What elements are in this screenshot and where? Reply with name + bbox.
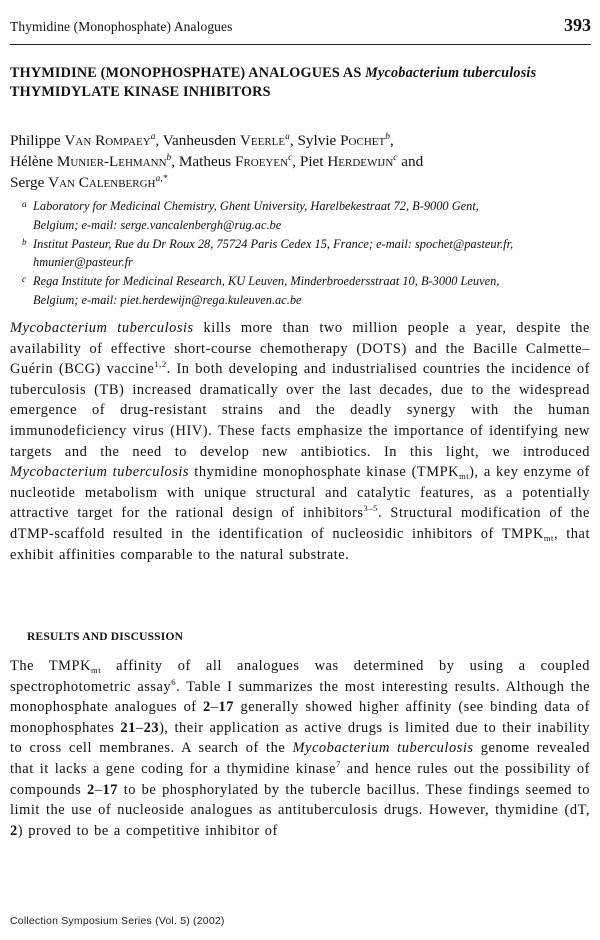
author: Vanheusden Veerle$^a$, xyxy=(162,132,298,149)
page-number: 393 xyxy=(564,15,591,35)
abstract-paragraph: Mycobacterium tuberculosis kills more than two million people a year, despite the availability of effective short-course chemotherapy (DOTS) and the Bacille Calmette–Guérin (BCG) vaccine$^{1,2}$. In both developing and industrialised countries the incidence of tuberculosis (TB) increased dramatically over the last decades, due to the widespread emergence of drug-resistant strains and the deadly synergy with the human immunodeficiency virus (HIV). These facts emphasize the importance of identifying new targets and the need to develop new antibiotics. In this light, we introduced Mycobacterium tuberculosis thymidine monophosphate kinase $(TMPK_{mt})$, a key enzyme of nucleotide metabolism with unique structural and catalytic features, as a potentially attractive target for the rational design of inhibitors$^{3-5}$. Structural modification of the dTMP-scaffold resulted in the identification of nucleosidic inhibitors of $TMPK_{mt}$, that exhibit affinities comparable to the natural substrate. xyxy=(10,320,590,563)
article-title-organism: Mycobacterium tuberculosis xyxy=(365,65,537,81)
compound-ref: 2 xyxy=(10,822,18,839)
affiliation-key: c xyxy=(22,274,26,285)
affiliation-key: a xyxy=(22,199,27,209)
citation-ref: 3–5 xyxy=(363,503,378,514)
affiliation: c Rega Institute for Medicinal Research, KU Leuven, Minderbroedersstraat 10, B-3000 Leuven, Belgium; e-mail: piet.herdewijn@rega.kuleuven.ac.be xyxy=(22,272,594,310)
page-footer: Collection Symposium Series (Vol. 5) (2002) xyxy=(10,915,225,927)
citation-ref: 6 xyxy=(171,676,177,687)
author-list xyxy=(10,130,595,193)
compound-ref: 17 xyxy=(218,699,235,716)
article-title-part1: THYMIDINE (MONOPHOSPHATE) ANALOGUES AS xyxy=(10,65,366,81)
header-rule xyxy=(10,44,591,45)
citation-ref: 1,2 xyxy=(154,359,167,370)
running-head-title: Thymidine (Monophosphate) Analogues xyxy=(10,19,233,34)
compound-ref: 17 xyxy=(102,781,118,798)
running-head xyxy=(10,14,591,40)
author: Matheus Froeyen$^c$, xyxy=(178,153,300,170)
compound-ref: 2 xyxy=(87,781,95,798)
author: Sylvie Pochet$^b$, xyxy=(297,132,394,149)
results-paragraph: The $TMPK_{mt}$ affinity of all analogues was determined by using a coupled spectrophotometric assay$^6$. Table I summarizes the most interesting results. Although the monophosphate analogues of 2–17 generally showed higher affinity (see binding data of monophosphates 21–23), their application as active drugs is limited due to their inability to cross cell membranes. A search of the Mycobacterium tuberculosis genome revealed that it lacks a gene coding for a thymidine kinase$^7$ and hence rules out the possibility of compounds 2–17 to be phosphorylated by the tubercle bacillus. These findings seemed to limit the use of nucleoside analogues as antituberculosis drugs. However, thymidine (dT, 2) proved to be a competitive inhibitor of xyxy=(10,658,591,839)
citation-ref: 7 xyxy=(335,758,341,769)
section-heading: RESULTS AND DISCUSSION xyxy=(27,631,184,643)
article-title xyxy=(10,64,590,102)
compound-ref: 21 xyxy=(120,719,136,736)
article-title-part2: THYMIDYLATE KINASE INHIBITORS xyxy=(10,84,271,100)
affiliation: b Institut Pasteur, Rue du Dr Roux 28, 75724 Paris Cedex 15, France; e-mail: spochet@pasteur.fr, hmunier@pasteur.fr xyxy=(22,235,594,273)
author: Philippe Van Rompaey$^a$, xyxy=(10,132,163,149)
affiliation-list xyxy=(22,197,594,310)
author: Hélène Munier-Lehmann$^b$, xyxy=(10,153,179,170)
compound-ref: 23 xyxy=(143,719,160,736)
author: Serge Van Calenbergh$^{a,*}$ xyxy=(10,174,168,191)
affiliation-key: b xyxy=(22,236,27,247)
compound-ref: 2 xyxy=(203,699,211,716)
author: Piet Herdewijn$^c$ and xyxy=(299,153,424,170)
affiliation: a Laboratory for Medicinal Chemistry, Ghent University, Harelbekestraat 72, B-9000 Gent, Belgium; e-mail: serge.vancalenbergh@rug.ac.be xyxy=(22,197,594,235)
